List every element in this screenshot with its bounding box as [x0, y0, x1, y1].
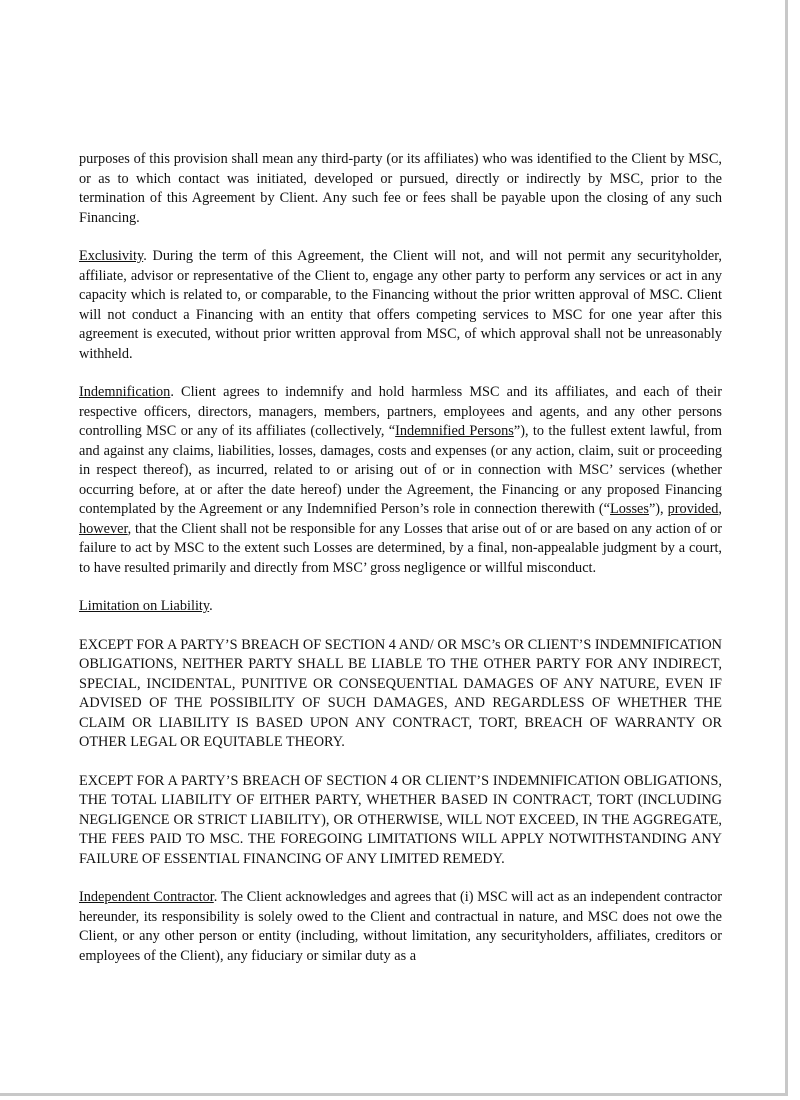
defined-term-losses: Losses — [610, 501, 649, 517]
paragraph-text: purposes of this provision shall mean any third-party (or its affiliates) who was identified to the Client by MSC, or as to which contact was initiated, developed or pursued, directly or indirectly by MSC, prior to the termination of this Agreement by Client. Any such fee or fees shall be payable upon the closing of any such Financing. — [79, 151, 722, 226]
section-heading-exclusivity: Exclusivity — [79, 248, 144, 264]
paragraph-exclusivity — [79, 247, 722, 364]
defined-term-indemnified-persons: Indemnified Persons — [395, 423, 514, 439]
paragraph-text: , — [718, 501, 722, 517]
limitation-heading-suffix: . — [209, 598, 213, 614]
paragraph-text: ”), to the fullest extent lawful, from and against any claims, liabilities, losses, damages, costs and expenses (or any action, claim, suit or proceeding in respect thereof), as incurred, related to or arising out of or in connection with MSC’ services (whether occurring before, at or after the date hereof) under the Agreement, the Financing or any proposed Financing contemplated by the Agreement or any Indemnified Person’s role in connection therewith (“ — [79, 423, 722, 517]
paragraph-purposes — [79, 150, 722, 228]
paragraph-indemnification — [79, 383, 722, 578]
paragraph-text: , that the Client shall not be responsible for any Losses that arise out of or are based on any action of or failure to act by MSC to the extent such Losses are determined, by a final, non-appealable judgment by a court, to have resulted primarily and directly from MSC’ gross negligence or willful misconduct. — [79, 520, 722, 576]
term-however: however — [79, 520, 128, 537]
paragraph-independent-contractor — [79, 888, 722, 966]
paragraph-limitation-1: EXCEPT FOR A PARTY’S BREACH OF SECTION 4 AND/ OR MSC’s OR CLIENT’S INDEMNIFICATION OBLIGATIONS, NEITHER PARTY SHALL BE LIABLE TO THE OTHER PARTY FOR ANY INDIRECT, SPECIAL, INCIDENTAL, PUNITIVE OR CONSEQUENTIAL DAMAGES OF ANY NATURE, EVEN IF ADVISED OF THE POSSIBILITY OF SUCH DAMAGES, AND REGARDLESS OF WHETHER THE CLAIM OR LIABILITY IS BASED UPON ANY CONTRACT, TORT, BREACH OF WARRANTY OR OTHER LEGAL OR EQUITABLE THEORY. — [79, 636, 722, 750]
document-body — [79, 150, 722, 985]
section-heading-independent-contractor: Independent Contractor — [79, 889, 214, 905]
paragraph-text: . Client agrees to indemnify and hold harmless MSC and its affiliates, and each of their respective officers, directors, managers, members, partners, employees and agents, and any other persons controlling MSC or any of its affiliates (collectively, “ — [79, 384, 722, 439]
section-heading-indemnification: Indemnification — [79, 384, 171, 400]
term-provided: provided — [667, 501, 719, 517]
section-heading-limitation — [79, 597, 722, 617]
paragraph-limitation-2: EXCEPT FOR A PARTY’S BREACH OF SECTION 4 OR CLIENT’S INDEMNIFICATION OBLIGATIONS, THE TOTAL LIABILITY OF EITHER PARTY, WHETHER BASED IN CONTRACT, TORT (INCLUDING NEGLIGENCE OR STRICT LIABILITY), OR OTHERWISE, WILL NOT EXCEED, IN THE AGGREGATE, THE FEES PAID TO MSC. THE FOREGOING LIMITATIONS WILL APPLY NOTWITHSTANDING ANY FAILURE OF ESSENTIAL FINANCING OF ANY LIMITED REMEDY. — [79, 772, 722, 867]
limitation-heading-text: Limitation on Liability — [79, 598, 210, 614]
paragraph-text: ”), — [648, 501, 668, 517]
paragraph-text: . During the term of this Agreement, the Client will not, and will not permit any securityholder, affiliate, advisor or representative of the Client to, engage any other party to perform any services or act in any capacity which is related to, or comparable, to the Financing without the prior written approval of MSC. Client will not conduct a Financing with an entity that offers competing services to MSC for one year after this agreement is executed, without prior written approval from MSC, of which approval shall not be unreasonably withheld. — [79, 248, 722, 362]
paragraph-text: . The Client acknowledges and agrees that (i) MSC will act as an independent contractor hereunder, its responsibility is solely owed to the Client and contractual in nature, and MSC does not owe the Client, or any other person or entity (including, without limitation, any securityholders, affiliates, creditors or employees of the Client), any fiduciary or similar duty as a — [79, 889, 722, 964]
